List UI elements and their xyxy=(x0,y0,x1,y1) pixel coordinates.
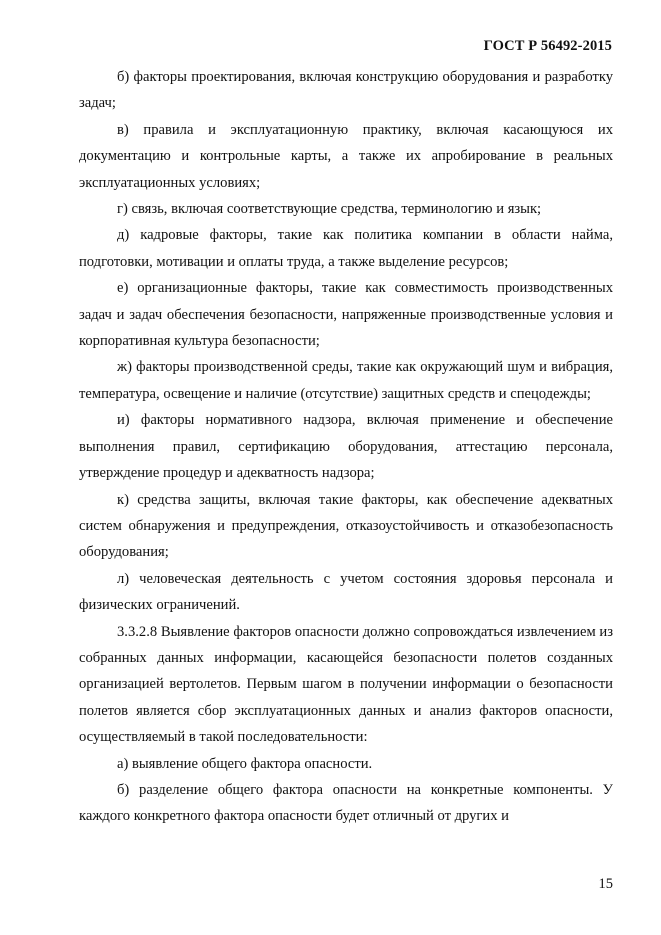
list-item-i: и) факторы нормативного надзора, включая применение и обеспечение выполнения правил, сертификацию оборудования, аттестацию персонала, утверждение процедур и адекватность надзора; xyxy=(79,412,613,482)
list-item-d: д) кадровые факторы, такие как политика компании в области найма, подготовки, мотивации и оплаты труда, а также выделение ресурсов; xyxy=(79,227,613,270)
page-number: 15 xyxy=(598,876,613,892)
document-body xyxy=(79,64,613,830)
list-item-zh: ж) факторы производственной среды, такие как окружающий шум и вибрация, температура, освещение и наличие (отсутствие) защитных средств и спецодежды; xyxy=(79,359,613,402)
list-item-b: б) факторы проектирования, включая конструкцию оборудования и разработку задач; xyxy=(79,69,613,112)
document-header: ГОСТ Р 56492-2015 xyxy=(483,38,612,54)
list-item-v: в) правила и эксплуатационную практику, включая касающуюся их документацию и контрольные карты, а также их апробирование в реальных эксплуатационных условиях; xyxy=(79,121,613,191)
list-item-e: е) организационные факторы, такие как совместимость производственных задач и задач обеспечения безопасности, напряженные производственные условия и корпоративная культура безопасности; xyxy=(79,280,613,350)
list-item-k: к) средства защиты, включая такие факторы, как обеспечение адекватных систем обнаружения и предупреждения, отказоустойчивость и отказобезопасность оборудования; xyxy=(79,491,613,561)
step-item-a: а) выявление общего фактора опасности. xyxy=(117,755,373,772)
list-item-g: г) связь, включая соответствующие средства, терминологию и язык; xyxy=(117,201,542,218)
section-3-3-2-8: 3.3.2.8 Выявление факторов опасности должно сопровождаться извлечением из собранных данных информации, касающейся безопасности полетов созданных организацией вертолетов. Первым шагом в получении информации о безопасности полетов является сбор эксплуатационных данных и анализ факторов опасности, осуществляемый в такой последовательности: xyxy=(79,623,613,746)
step-item-b: б) разделение общего фактора опасности на конкретные компоненты. У каждого конкретного фактора опасности будет отличный от других и xyxy=(79,781,613,825)
list-item-l: л) человеческая деятельность с учетом состояния здоровья персонала и физических ограничений. xyxy=(79,570,613,614)
